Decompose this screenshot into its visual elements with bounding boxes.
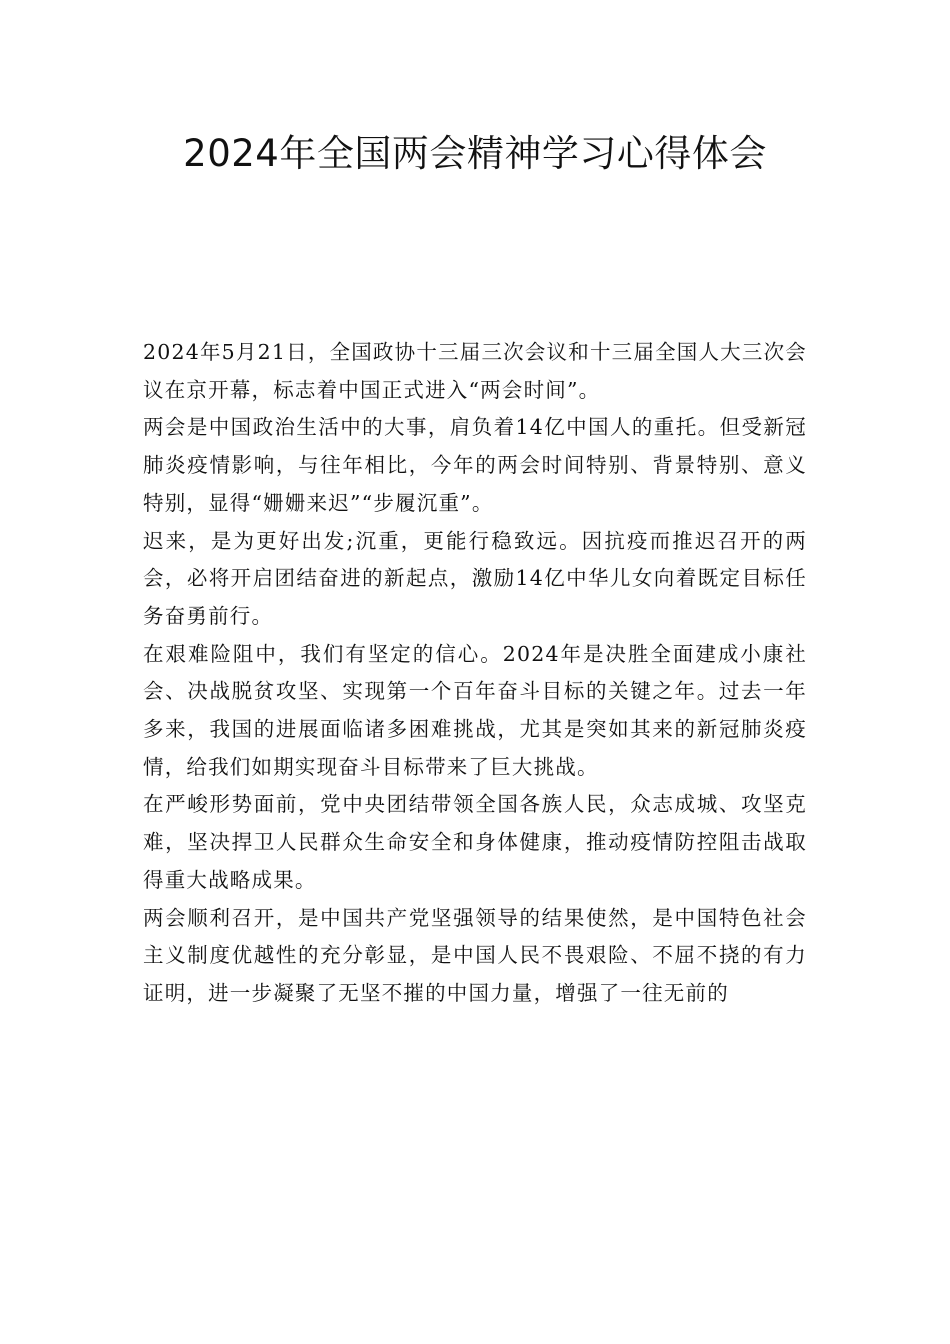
body-paragraph: 2024年5月21日，全国政协十三届三次会议和十三届全国人大三次会议在京开幕，标志着中国正式进入“两会时间”。 [143, 340, 807, 402]
body-paragraph: 两会顺利召开，是中国共产党坚强领导的结果使然，是中国特色社会主义制度优越性的充分彰显，是中国人民不畏艰险、不屈不挠的有力证明，进一步凝聚了无坚不摧的中国力量，增强了一往无前的 [143, 905, 807, 1005]
body-paragraph: 在艰难险阻中，我们有坚定的信心。2024年是决胜全面建成小康社会、决战脱贫攻坚、实现第一个百年奋斗目标的关键之年。过去一年多来，我国的进展面临诸多困难挑战，尤其是突如其来的新冠肺炎疫情，给我们如期实现奋斗目标带来了巨大挑战。 [143, 641, 807, 779]
body-paragraph: 在严峻形势面前，党中央团结带领全国各族人民，众志成城、攻坚克难，坚决捍卫人民群众生命安全和身体健康，推动疫情防控阻击战取得重大战略成果。 [143, 792, 807, 892]
document-body [143, 334, 807, 1013]
body-paragraph: 迟来，是为更好出发;沉重，更能行稳致远。因抗疫而推迟召开的两会，必将开启团结奋进的新起点，激励14亿中华儿女向着既定目标任务奋勇前行。 [143, 528, 807, 628]
body-paragraph: 两会是中国政治生活中的大事，肩负着14亿中国人的重托。但受新冠肺炎疫情影响，与往年相比，今年的两会时间特别、背景特别、意义特别，显得“姗姗来迟”“步履沉重”。 [143, 415, 807, 515]
document-title: 2024年全国两会精神学习心得体会 [183, 132, 767, 175]
